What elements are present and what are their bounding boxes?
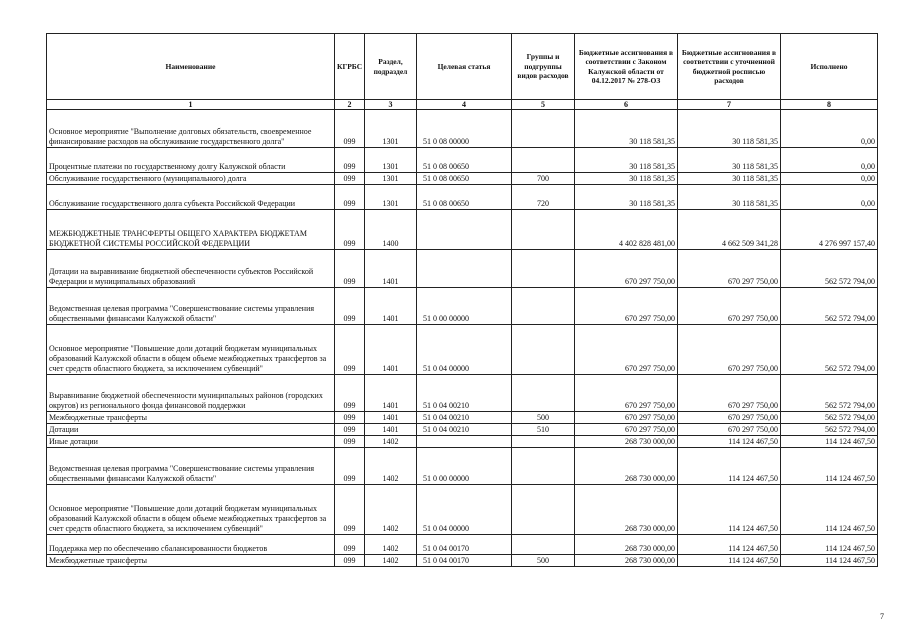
row-executed-amount-cell: 562 572 794,00 (781, 412, 878, 424)
row-updated-amount-cell: 30 118 581,35 (678, 185, 781, 210)
row-kgrbs-cell: 099 (335, 288, 365, 325)
row-updated-amount-cell: 30 118 581,35 (678, 110, 781, 148)
row-law-amount-cell: 268 730 000,00 (575, 535, 678, 555)
row-group-cell: 500 (512, 555, 575, 567)
row-kgrbs-cell: 099 (335, 173, 365, 185)
row-section-cell: 1402 (365, 448, 417, 485)
row-updated-amount-cell: 670 297 750,00 (678, 424, 781, 436)
row-kgrbs-cell: 099 (335, 448, 365, 485)
row-group-cell (512, 535, 575, 555)
row-name-cell: Обслуживание государственного (муниципального) долга (47, 173, 335, 185)
row-kgrbs-cell: 099 (335, 250, 365, 288)
row-kgrbs-cell: 099 (335, 375, 365, 412)
table-row (47, 485, 878, 535)
row-section-cell: 1401 (365, 424, 417, 436)
row-section-cell: 1400 (365, 210, 417, 250)
row-executed-amount-cell: 0,00 (781, 185, 878, 210)
table-row (47, 173, 878, 185)
row-name-cell: Основное мероприятие "Повышение доли дотаций бюджетам муниципальных образований Калужской области в общем объеме межбюджетных трансфертов за счет средств областного бюджета, за исключением субвенций" (47, 325, 335, 375)
table-row (47, 250, 878, 288)
column-number: 7 (678, 100, 781, 110)
row-law-amount-cell: 30 118 581,35 (575, 173, 678, 185)
row-kgrbs-cell: 099 (335, 412, 365, 424)
table-row (47, 424, 878, 436)
header-target: Целевая статья (417, 34, 512, 100)
row-section-cell: 1301 (365, 148, 417, 173)
column-number: 2 (335, 100, 365, 110)
row-executed-amount-cell: 562 572 794,00 (781, 288, 878, 325)
header-budget-law: Бюджетные ассигнования в соответствии с Законом Калужской области от 04.12.2017 № 278-ОЗ (575, 34, 678, 100)
table-body (47, 110, 878, 567)
row-kgrbs-cell: 099 (335, 110, 365, 148)
row-group-cell (512, 375, 575, 412)
row-target-cell: 51 0 08 00650 (417, 185, 512, 210)
table-row (47, 436, 878, 448)
row-name-cell: МЕЖБЮДЖЕТНЫЕ ТРАНСФЕРТЫ ОБЩЕГО ХАРАКТЕРА БЮДЖЕТАМ БЮДЖЕТНОЙ СИСТЕМЫ РОССИЙСКОЙ ФЕДЕРАЦИИ (47, 210, 335, 250)
row-section-cell: 1301 (365, 110, 417, 148)
row-group-cell (512, 148, 575, 173)
row-law-amount-cell: 268 730 000,00 (575, 448, 678, 485)
row-group-cell (512, 110, 575, 148)
row-group-cell (512, 250, 575, 288)
row-executed-amount-cell: 4 276 997 157,40 (781, 210, 878, 250)
table-row (47, 555, 878, 567)
row-law-amount-cell: 268 730 000,00 (575, 555, 678, 567)
row-section-cell: 1401 (365, 288, 417, 325)
row-target-cell: 51 0 04 00210 (417, 424, 512, 436)
row-name-cell: Ведомственная целевая программа "Совершенствование системы управления общественными финансами Калужской области" (47, 288, 335, 325)
row-updated-amount-cell: 114 124 467,50 (678, 448, 781, 485)
row-law-amount-cell: 670 297 750,00 (575, 412, 678, 424)
row-target-cell: 51 0 04 00000 (417, 485, 512, 535)
row-target-cell: 51 0 04 00000 (417, 325, 512, 375)
row-name-cell: Дотации на выравнивание бюджетной обеспеченности субъектов Российской Федерации и муниципальных образований (47, 250, 335, 288)
row-updated-amount-cell: 4 662 509 341,28 (678, 210, 781, 250)
row-target-cell (417, 250, 512, 288)
header-kgrbs: КГРБС (335, 34, 365, 100)
header-name: Наименование (47, 34, 335, 100)
budget-execution-table (46, 33, 878, 567)
row-name-cell: Обслуживание государственного долга субъекта Российской Федерации (47, 185, 335, 210)
page-number: 7 (880, 612, 884, 621)
row-group-cell: 500 (512, 412, 575, 424)
row-target-cell: 51 0 04 00210 (417, 375, 512, 412)
row-name-cell: Основное мероприятие "Выполнение долговых обязательств, своевременное финансирование расходов на обслуживание государственного долга" (47, 110, 335, 148)
row-kgrbs-cell: 099 (335, 148, 365, 173)
row-kgrbs-cell: 099 (335, 325, 365, 375)
row-name-cell: Межбюджетные трансферты (47, 555, 335, 567)
row-target-cell: 51 0 08 00000 (417, 110, 512, 148)
row-section-cell: 1402 (365, 555, 417, 567)
row-law-amount-cell: 30 118 581,35 (575, 148, 678, 173)
row-name-cell: Основное мероприятие "Повышение доли дотаций бюджетам муниципальных образований Калужской области в общем объеме межбюджетных трансфертов за счет средств областного бюджета, за исключением субвенций" (47, 485, 335, 535)
row-executed-amount-cell: 0,00 (781, 148, 878, 173)
header-section: Раздел, подраздел (365, 34, 417, 100)
row-target-cell: 51 0 00 00000 (417, 288, 512, 325)
table-row (47, 185, 878, 210)
row-group-cell: 700 (512, 173, 575, 185)
table-row (47, 448, 878, 485)
row-law-amount-cell: 670 297 750,00 (575, 424, 678, 436)
row-section-cell: 1401 (365, 250, 417, 288)
column-number: 3 (365, 100, 417, 110)
row-target-cell: 51 0 08 00650 (417, 173, 512, 185)
row-group-cell: 720 (512, 185, 575, 210)
table-row (47, 148, 878, 173)
row-updated-amount-cell: 670 297 750,00 (678, 250, 781, 288)
row-updated-amount-cell: 670 297 750,00 (678, 288, 781, 325)
row-kgrbs-cell: 099 (335, 424, 365, 436)
table-row (47, 288, 878, 325)
row-section-cell: 1401 (365, 325, 417, 375)
row-name-cell: Процентные платежи по государственному долгу Калужской области (47, 148, 335, 173)
row-section-cell: 1301 (365, 173, 417, 185)
column-number: 1 (47, 100, 335, 110)
row-target-cell: 51 0 00 00000 (417, 448, 512, 485)
row-law-amount-cell: 670 297 750,00 (575, 325, 678, 375)
row-executed-amount-cell: 114 124 467,50 (781, 436, 878, 448)
table-row (47, 325, 878, 375)
table-header-row (47, 34, 878, 100)
row-name-cell: Ведомственная целевая программа "Совершенствование системы управления общественными финансами Калужской области" (47, 448, 335, 485)
row-section-cell: 1402 (365, 535, 417, 555)
row-section-cell: 1402 (365, 485, 417, 535)
table-row (47, 110, 878, 148)
budget-report-sheet (46, 33, 875, 567)
row-updated-amount-cell: 114 124 467,50 (678, 535, 781, 555)
row-law-amount-cell: 670 297 750,00 (575, 250, 678, 288)
row-target-cell (417, 436, 512, 448)
row-law-amount-cell: 670 297 750,00 (575, 375, 678, 412)
row-updated-amount-cell: 114 124 467,50 (678, 485, 781, 535)
row-name-cell: Иные дотации (47, 436, 335, 448)
row-updated-amount-cell: 670 297 750,00 (678, 412, 781, 424)
row-kgrbs-cell: 099 (335, 185, 365, 210)
row-executed-amount-cell: 0,00 (781, 110, 878, 148)
row-target-cell: 51 0 04 00210 (417, 412, 512, 424)
row-law-amount-cell: 268 730 000,00 (575, 436, 678, 448)
table-row (47, 375, 878, 412)
row-updated-amount-cell: 114 124 467,50 (678, 436, 781, 448)
column-number: 6 (575, 100, 678, 110)
row-kgrbs-cell: 099 (335, 436, 365, 448)
row-kgrbs-cell: 099 (335, 485, 365, 535)
header-budget-updated: Бюджетные ассигнования в соответствии с уточненной бюджетной росписью расходов (678, 34, 781, 100)
row-updated-amount-cell: 114 124 467,50 (678, 555, 781, 567)
row-executed-amount-cell: 562 572 794,00 (781, 325, 878, 375)
row-executed-amount-cell: 562 572 794,00 (781, 250, 878, 288)
row-law-amount-cell: 4 402 828 481,00 (575, 210, 678, 250)
row-name-cell: Выравнивание бюджетной обеспеченности муниципальных районов (городских округов) из регионального фонда финансовой поддержки (47, 375, 335, 412)
row-target-cell: 51 0 04 00170 (417, 535, 512, 555)
row-kgrbs-cell: 099 (335, 555, 365, 567)
row-group-cell: 510 (512, 424, 575, 436)
row-section-cell: 1401 (365, 375, 417, 412)
row-executed-amount-cell: 114 124 467,50 (781, 535, 878, 555)
row-law-amount-cell: 30 118 581,35 (575, 110, 678, 148)
row-executed-amount-cell: 114 124 467,50 (781, 448, 878, 485)
row-law-amount-cell: 30 118 581,35 (575, 185, 678, 210)
row-group-cell (512, 288, 575, 325)
row-target-cell: 51 0 08 00650 (417, 148, 512, 173)
row-law-amount-cell: 670 297 750,00 (575, 288, 678, 325)
row-updated-amount-cell: 30 118 581,35 (678, 148, 781, 173)
row-group-cell (512, 448, 575, 485)
row-group-cell (512, 325, 575, 375)
row-updated-amount-cell: 670 297 750,00 (678, 325, 781, 375)
row-executed-amount-cell: 114 124 467,50 (781, 555, 878, 567)
row-executed-amount-cell: 562 572 794,00 (781, 424, 878, 436)
table-row (47, 535, 878, 555)
row-law-amount-cell: 268 730 000,00 (575, 485, 678, 535)
row-target-cell: 51 0 04 00170 (417, 555, 512, 567)
row-section-cell: 1401 (365, 412, 417, 424)
row-name-cell: Дотации (47, 424, 335, 436)
row-updated-amount-cell: 670 297 750,00 (678, 375, 781, 412)
column-number: 5 (512, 100, 575, 110)
row-group-cell (512, 436, 575, 448)
row-updated-amount-cell: 30 118 581,35 (678, 173, 781, 185)
column-number-row (47, 100, 878, 110)
row-kgrbs-cell: 099 (335, 210, 365, 250)
header-executed: Исполнено (781, 34, 878, 100)
row-executed-amount-cell: 114 124 467,50 (781, 485, 878, 535)
table-row (47, 412, 878, 424)
table-row (47, 210, 878, 250)
row-executed-amount-cell: 0,00 (781, 173, 878, 185)
row-section-cell: 1402 (365, 436, 417, 448)
row-group-cell (512, 485, 575, 535)
column-number: 8 (781, 100, 878, 110)
row-kgrbs-cell: 099 (335, 535, 365, 555)
row-name-cell: Поддержка мер по обеспечению сбалансированности бюджетов (47, 535, 335, 555)
row-section-cell: 1301 (365, 185, 417, 210)
header-groups: Группы и подгруппы видов расходов (512, 34, 575, 100)
row-target-cell (417, 210, 512, 250)
column-number: 4 (417, 100, 512, 110)
row-executed-amount-cell: 562 572 794,00 (781, 375, 878, 412)
row-name-cell: Межбюджетные трансферты (47, 412, 335, 424)
row-group-cell (512, 210, 575, 250)
